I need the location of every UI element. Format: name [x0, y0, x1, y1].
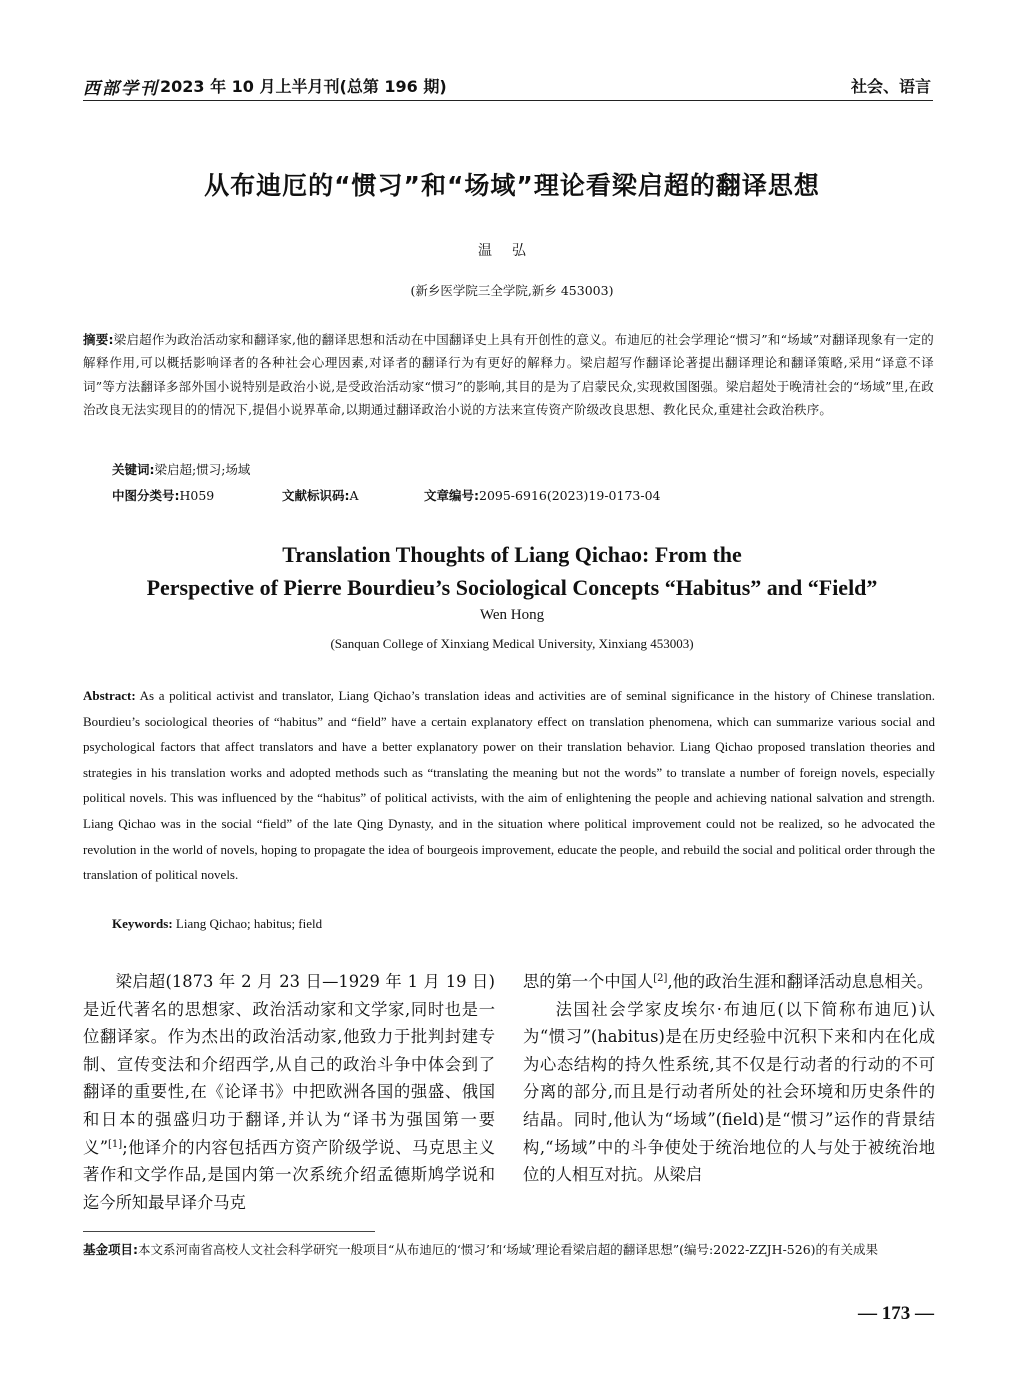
abstract-cn-label: 摘要:: [83, 332, 114, 347]
keywords-chinese: [112, 460, 250, 478]
clc-number: 中图分类号:H059: [112, 488, 215, 503]
page-number: — 173 —: [858, 1303, 934, 1324]
issue-info: 2023 年 10 月上半月刊(总第 196 期): [160, 77, 447, 96]
page-header: [83, 70, 933, 101]
abstract-en-text: As a political activist and translator, Liang Qichao’s translation ideas and activities are of seminal significance in the history of Chinese translation. Bourdieu’s sociological theories of “habitus” and “field” have a certain explanatory effect on translation phenomena, which can summarize various social and psychological factors that affect translators and have a better explanatory power on their translation behavior. Liang Qichao proposed translation theories and strategies in his translation works and adopted methods such as “translating the meaning but not the words” to translate a number of foreign novels, especially political novels. This was influenced by the “habitus” of political activists, with the aim of enlightening the people and achieving national salvation and strength. Liang Qichao was in the social “field” of the late Qing Dynasty, and in the situation where political improvement could not be realized, so he advocated the revolution in the world of novels, hoping to propagate the idea of bourgeois improvement, educate the people, and rebuild the social and political order through the translation of political novels.: [83, 688, 935, 883]
body-column-right: [523, 968, 935, 1189]
body-column-left: [83, 968, 495, 1216]
document-code: 文献标识码:A: [282, 488, 359, 503]
footnote-divider: [83, 1231, 375, 1232]
title-chinese: 从布迪厄的“惯习”和“场域”理论看梁启超的翻译思想: [204, 171, 820, 200]
body-paragraph: 思的第一个中国人[2],他的政治生涯和翻译活动息息相关。: [523, 972, 934, 991]
abstract-en-label: Abstract:: [83, 688, 136, 703]
abstract-cn-text: 梁启超作为政治活动家和翻译家,他的翻译思想和活动在中国翻译史上具有开创性的意义。布迪厄的社会学理论“惯习”和“场域”对翻译现象有一定的解释作用,可以概括影响译者的各种社会心理因素,对译者的翻译行为有更好的解释力。梁启超写作翻译论著提出翻译理论和翻译策略,采用“译意不译词”等方法翻译多部外国小说特别是政治小说,是受政治活动家“惯习”的影响,其目的是为了启蒙民众,实现救国图强。梁启超处于晚清社会的“场域”里,在政治改良无法实现目的的情况下,提倡小说界革命,以期通过翻译政治小说的方法来宣传资产阶级改良思想、教化民众,重建社会政治秩序。: [83, 332, 934, 418]
citation-ref[interactable]: [1]: [108, 1138, 123, 1150]
abstract-chinese: [83, 328, 934, 422]
article-number: 文章编号:2095-6916(2023)19-0173-04: [424, 488, 661, 503]
affiliation-english: (Sanquan College of Xinxiang Medical University, Xinxiang 453003): [330, 636, 694, 651]
keywords-en-text: Liang Qichao; habitus; field: [175, 916, 323, 931]
body-paragraph: 法国社会学家皮埃尔·布迪厄(以下简称布迪厄)认为“惯习”(habitus)是在历史经验中沉积下来和内在化成为心态结构的持久性系统,其不仅是行动者的行动的不可分离的部分,而且是行动者所处的社会环境和历史条件的结晶。同时,他认为“场域”(field)是“惯习”运作的背景结构,“场域”中的斗争使处于统治地位的人与处于被统治地位的人相互对抗。从梁启: [523, 999, 935, 1185]
footnote-text: 本文系河南省高校人文社会科学研究一般项目“从布迪厄的‘惯习’和‘场域’理论看梁启超的翻译思想”(编号:2022-ZZJH-526)的有关成果: [138, 1242, 879, 1257]
keywords-cn-label: 关键词:: [112, 462, 155, 477]
body-paragraph: 梁启超(1873 年 2 月 23 日—1929 年 1 月 19 日)是近代著名的思想家、政治活动家和文学家,同时也是一位翻译家。作为杰出的政治活动家,他致力于批判封建专制、宣传变法和介绍西学,从自己的政治斗争中体会到了翻译的重要性,在《论译书》中把欧洲各国的强盛、俄国和日本的强盛归功于翻译,并认为“译书为强国第一要义”[1];他译介的内容包括西方资产阶级学说、马克思主义著作和文学作品,是国内第一次系统介绍孟德斯鸠学说和迄今所知最早译介马克: [83, 972, 495, 1212]
affiliation-chinese: (新乡医学院三全学院,新乡 453003): [410, 283, 614, 298]
title-english: [0, 538, 1024, 604]
abstract-english: [83, 683, 935, 888]
author-chinese: 温弘: [478, 243, 546, 259]
keywords-cn-text: 梁启超;惯习;场域: [154, 462, 251, 477]
keywords-english: [112, 916, 322, 932]
title-en-line2: Perspective of Pierre Bourdieu’s Sociological Concepts “Habitus” and “Field”: [146, 575, 878, 600]
footnote-label: 基金项目:: [83, 1242, 138, 1257]
section-label: 社会、语言: [850, 77, 931, 96]
footnote-funding: [83, 1238, 935, 1261]
title-en-line1: Translation Thoughts of Liang Qichao: From the: [282, 542, 742, 567]
keywords-en-label: Keywords:: [112, 916, 173, 931]
journal-logo: 西部学刊: [83, 79, 159, 99]
author-english: Wen Hong: [479, 607, 545, 623]
citation-ref[interactable]: [2]: [653, 973, 668, 984]
